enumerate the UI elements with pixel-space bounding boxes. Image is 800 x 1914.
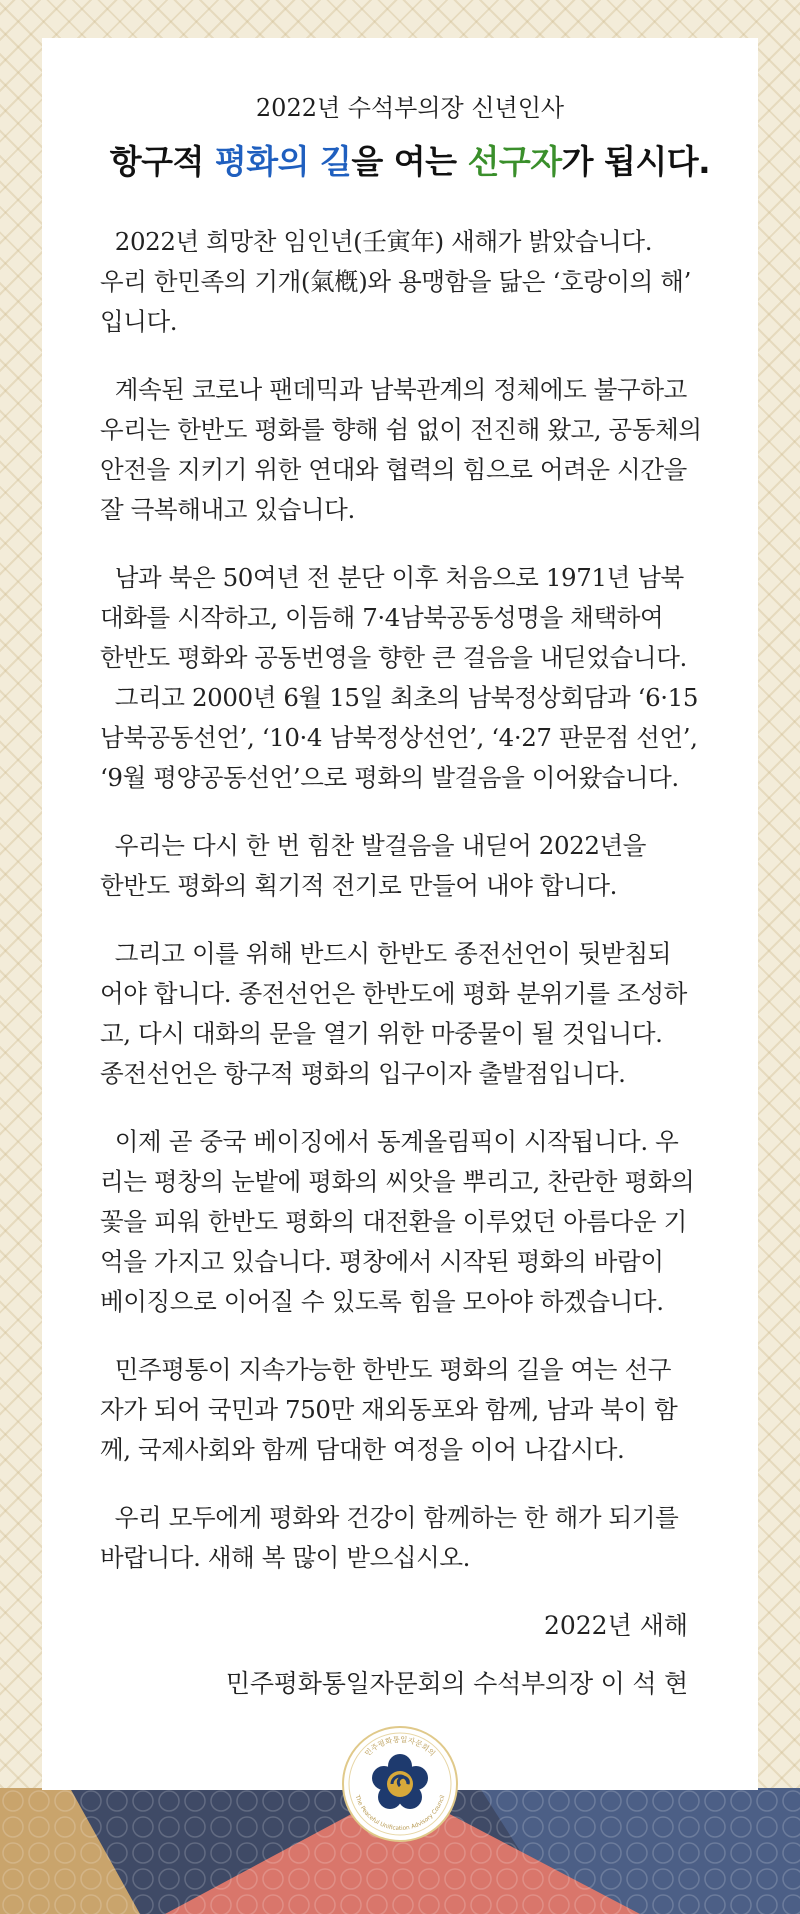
- paragraph-line: 리는 평창의 눈밭에 평화의 씨앗을 뿌리고, 찬란한 평화의: [100, 1167, 695, 1196]
- headline-part1: 항구적: [109, 142, 215, 181]
- paragraph-line: 우리는 한반도 평화를 향해 쉼 없이 전진해 왔고, 공동체의: [100, 415, 702, 444]
- paragraph-line: 계속된 코로나 팬데믹과 남북관계의 정체에도 불구하고: [100, 375, 687, 404]
- paragraph: [100, 1498, 720, 1578]
- headline-part2: 을 여는: [351, 142, 468, 181]
- paragraph-line: 안전을 지키기 위한 연대와 협력의 힘으로 어려운 시간을: [100, 455, 687, 484]
- signature-name: 민주평화통일자문회의 수석부의장 이 석 현: [225, 1669, 688, 1698]
- emblem-ring-text-top: 민주평화통일자문회의: [363, 1734, 437, 1759]
- message-body: [100, 222, 720, 1578]
- paragraph: [100, 1122, 720, 1322]
- paragraph-line: 고, 다시 대화의 문을 열기 위한 마중물이 될 것입니다.: [100, 1019, 663, 1048]
- paragraph-line: 한반도 평화와 공동번영을 향한 큰 걸음을 내딛었습니다.: [100, 643, 687, 672]
- paragraph-line: 그리고 2000년 6월 15일 최초의 남북정상회담과 ‘6·15: [100, 683, 699, 712]
- page-subtitle: 2022년 수석부의장 신년인사: [255, 94, 565, 122]
- council-emblem: [340, 1724, 460, 1844]
- paragraph-line: 바랍니다. 새해 복 많이 받으십시오.: [100, 1543, 471, 1572]
- signature-date: 2022년 새해: [543, 1611, 688, 1640]
- headline-highlight-blue: 평화의 길: [214, 142, 352, 181]
- paragraph-line: 잘 극복해내고 있습니다.: [100, 495, 355, 524]
- paragraph-line: 남과 북은 50여년 전 분단 이후 처음으로 1971년 남북: [100, 563, 684, 592]
- paragraph-line: 종전선언은 항구적 평화의 입구이자 출발점입니다.: [100, 1059, 626, 1088]
- paragraph-line: 한반도 평화의 획기적 전기로 만들어 내야 합니다.: [100, 871, 618, 900]
- paragraph-line: 어야 합니다. 종전선언은 한반도에 평화 분위기를 조성하: [100, 979, 687, 1008]
- paragraph-line: ‘9월 평양공동선언’으로 평화의 발걸음을 이어왔습니다.: [100, 763, 679, 792]
- paragraph: [100, 558, 720, 798]
- paragraph-line: 대화를 시작하고, 이듬해 7·4남북공동성명을 채택하여: [100, 603, 664, 632]
- greeting-card: [42, 38, 758, 1790]
- paragraph: [100, 222, 720, 342]
- paragraph-line: 베이징으로 이어질 수 있도록 힘을 모아야 하겠습니다.: [100, 1287, 664, 1316]
- paragraph-line: 남북공동선언’, ‘10·4 남북정상선언’, ‘4·27 판문점 선언’,: [100, 723, 698, 752]
- paragraph-line: 우리 한민족의 기개(氣槪)와 용맹함을 닮은 ‘호랑이의 해’: [100, 267, 691, 296]
- headline-part3: 가 됩시다.: [561, 142, 711, 181]
- paragraph-line: 억을 가지고 있습니다. 평창에서 시작된 평화의 바람이: [100, 1247, 664, 1276]
- paragraph-line: 민주평통이 지속가능한 한반도 평화의 길을 여는 선구: [100, 1355, 671, 1384]
- paragraph: [100, 934, 720, 1094]
- paragraph-line: 자가 되어 국민과 750만 재외동포와 함께, 남과 북이 함: [100, 1395, 678, 1424]
- paragraph: [100, 826, 720, 906]
- paragraph: [100, 1350, 720, 1470]
- paragraph-line: 우리는 다시 한 번 힘찬 발걸음을 내딛어 2022년을: [100, 831, 647, 860]
- paragraph-line: 2022년 희망찬 임인년(壬寅年) 새해가 밝았습니다.: [100, 227, 653, 256]
- paragraph-line: 께, 국제사회와 함께 담대한 여정을 이어 나갑시다.: [100, 1435, 625, 1464]
- paragraph-line: 입니다.: [100, 307, 178, 336]
- paragraph-line: 우리 모두에게 평화와 건강이 함께하는 한 해가 되기를: [100, 1503, 679, 1532]
- paragraph: [100, 370, 720, 530]
- page-headline: [100, 138, 720, 186]
- paragraph-line: 꽃을 피워 한반도 평화의 대전환을 이루었던 아름다운 기: [100, 1207, 687, 1236]
- paragraph-line: 그리고 이를 위해 반드시 한반도 종전선언이 뒷받침되: [100, 939, 671, 968]
- paragraph-line: 이제 곧 중국 베이징에서 동계올림픽이 시작됩니다. 우: [100, 1127, 679, 1156]
- headline-highlight-green: 선구자: [467, 142, 562, 181]
- emblem-ring-text-bottom: The Peaceful Unification Advisory Council: [353, 1794, 447, 1833]
